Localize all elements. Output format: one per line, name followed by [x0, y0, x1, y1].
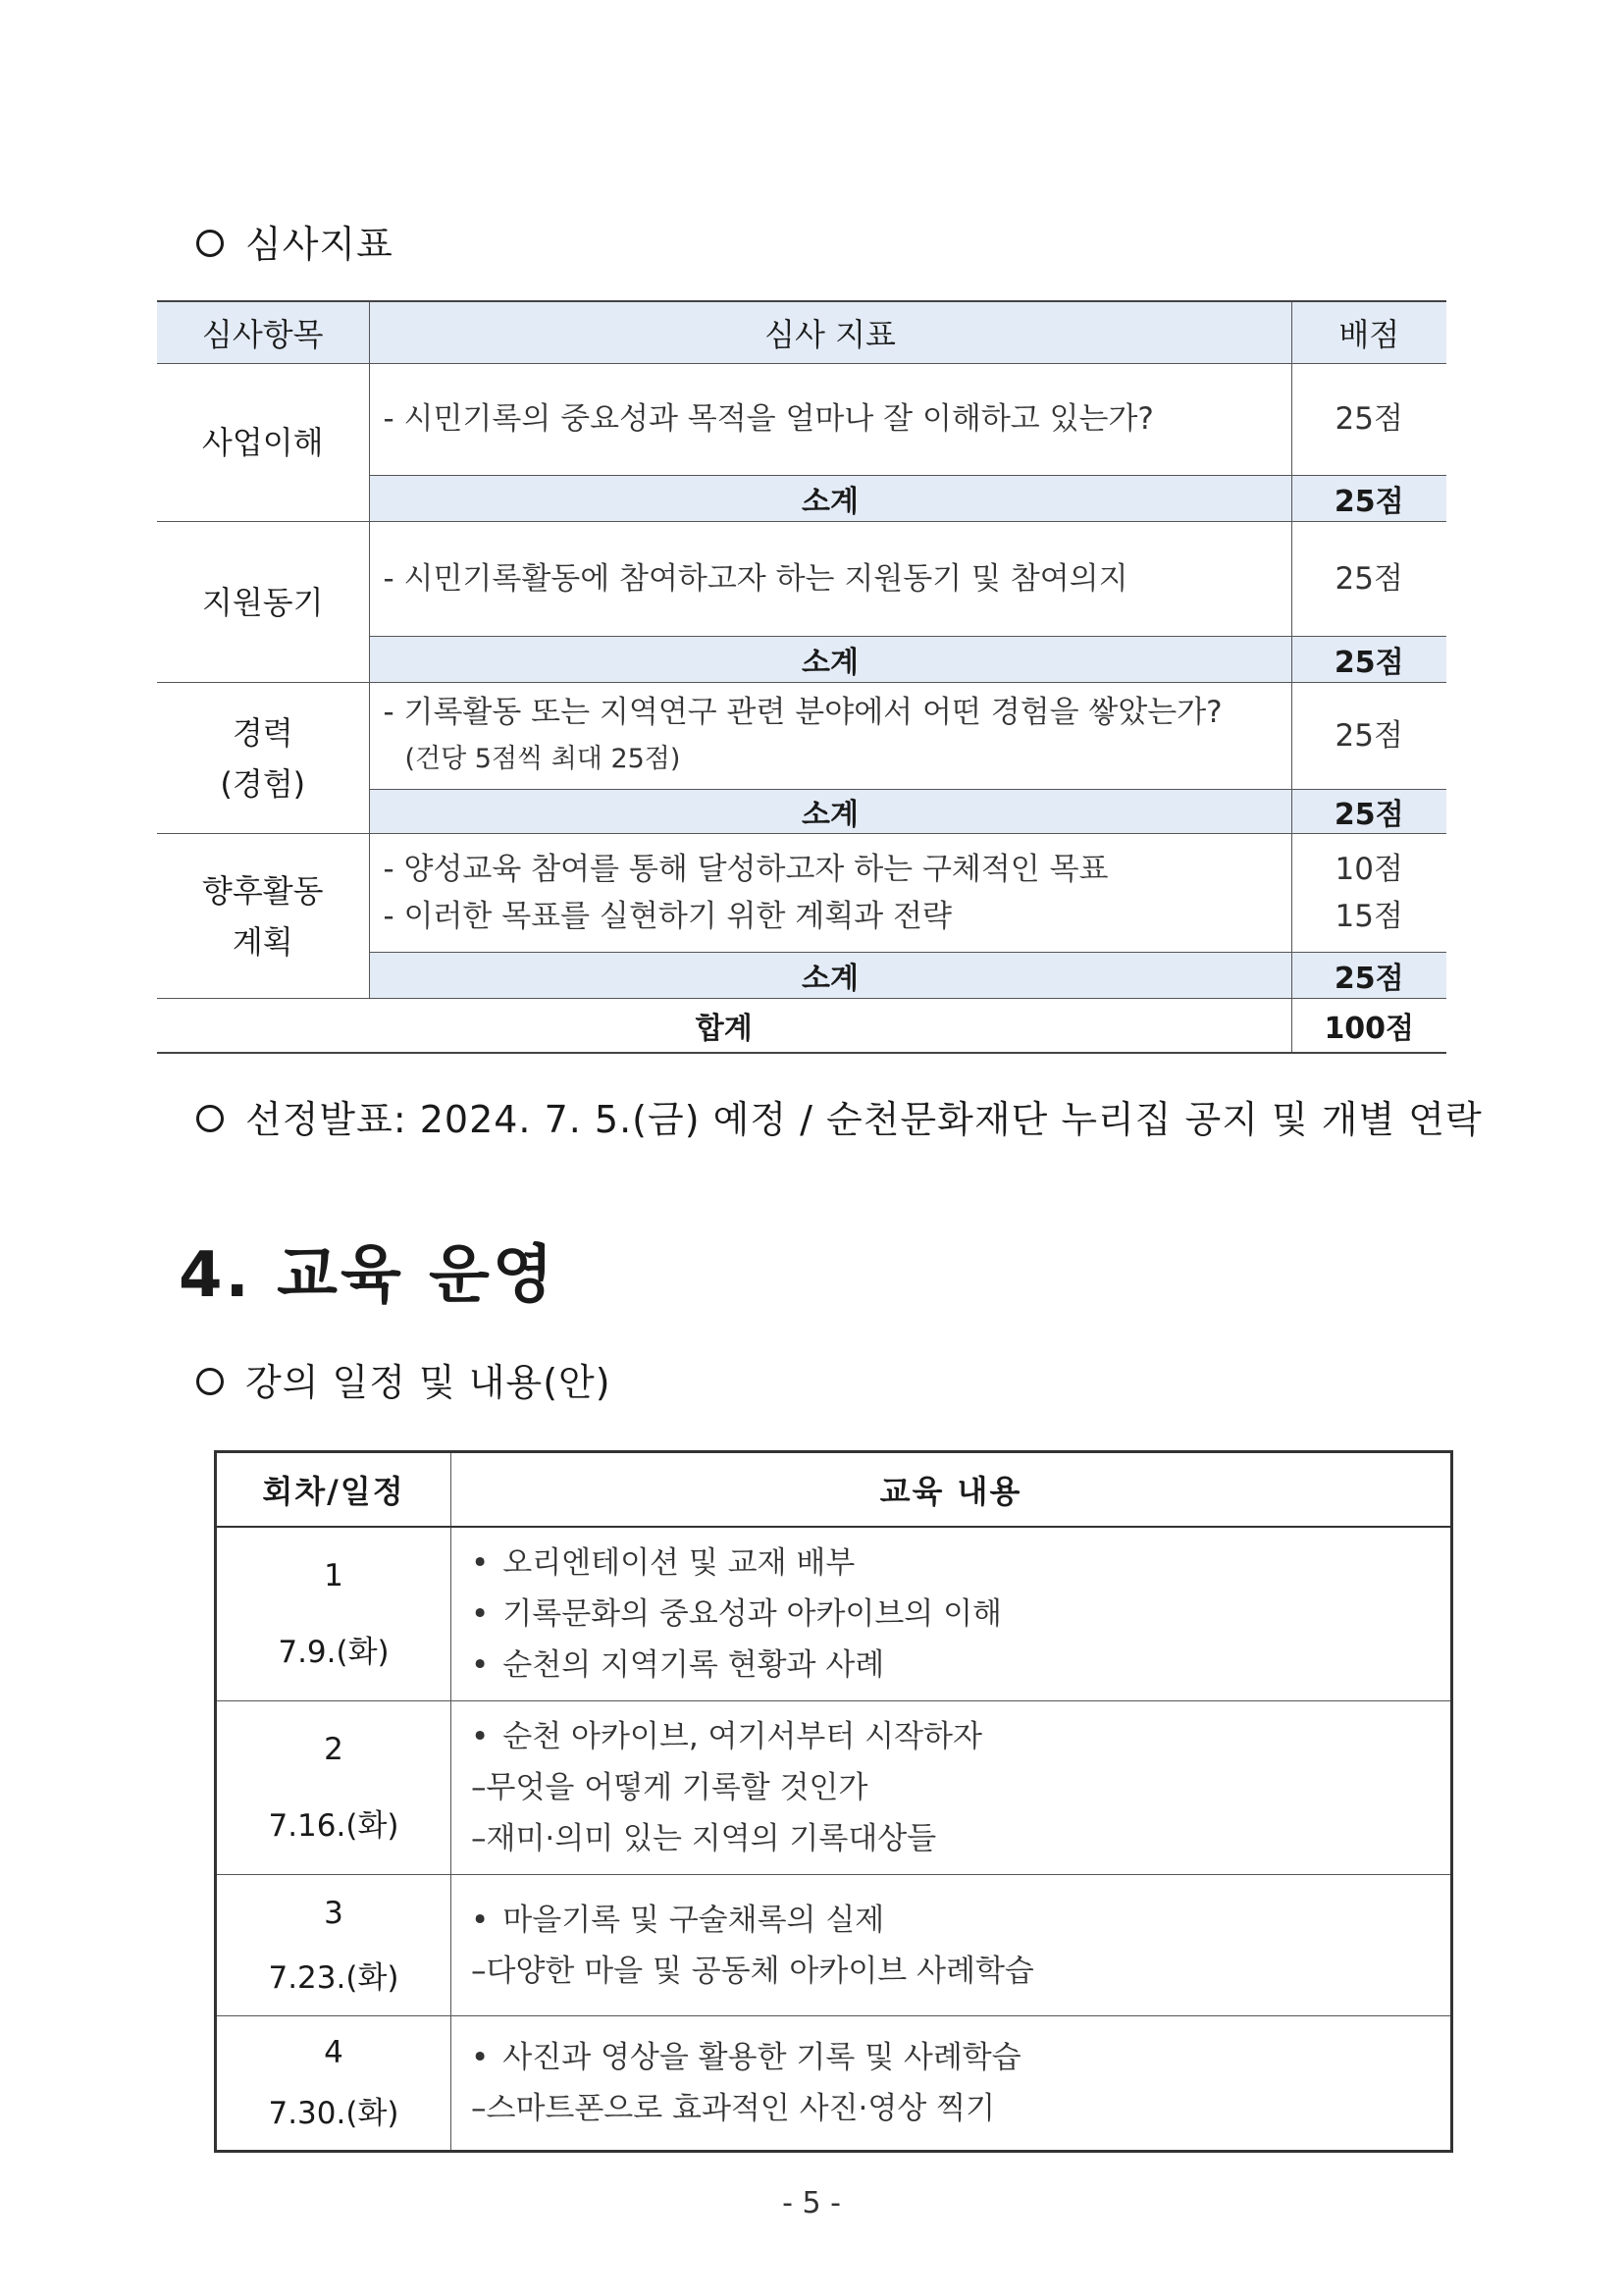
session-cell: [216, 1701, 451, 1875]
points-cell: 25점: [1291, 364, 1446, 476]
criteria-item: - 양성교육 참여를 통해 달성하고자 하는 구체적인 목표: [383, 852, 1109, 887]
category-line: 계획: [232, 922, 293, 961]
total-row: [157, 999, 1446, 1054]
table-row: [157, 522, 1446, 637]
section-heading: 4. 교육 운영: [179, 1239, 556, 1312]
content-line: –다양한 마을 및 공동체 아카이브 사례학습: [471, 1953, 1034, 1989]
section-announcement: [196, 1089, 1483, 1143]
circle-bullet-icon: [196, 1368, 224, 1395]
points-cell: [1291, 834, 1446, 953]
total-points: 100점: [1291, 999, 1446, 1054]
content-line: • 사진과 영상을 활용한 기록 및 사례학습: [471, 2032, 1431, 2083]
content-cell: [451, 1701, 1452, 1875]
section-title: 심사지표: [245, 223, 393, 266]
table-row: [157, 364, 1446, 476]
table-row: [157, 683, 1446, 790]
content-line: • 순천 아카이브, 여기서부터 시작하자: [471, 1711, 1431, 1762]
header-category: 심사항목: [157, 301, 369, 364]
subtotal-points: 25점: [1291, 637, 1446, 683]
table-header-row: [157, 301, 1446, 364]
table-header-row: [216, 1452, 1452, 1528]
circle-bullet-icon: [196, 1105, 224, 1132]
content-cell: [451, 2016, 1452, 2152]
subtotal-label: 소계: [369, 637, 1291, 683]
header-content: 교육 내용: [451, 1452, 1452, 1528]
subtotal-label: 소계: [369, 953, 1291, 999]
criteria-item: - 기록활동 또는 지역연구 관련 분야에서 어떤 경험을 쌓았는가?: [383, 695, 1223, 730]
session-number: 3: [324, 1895, 343, 1931]
subtotal-label: 소계: [369, 475, 1291, 521]
circle-bullet-icon: [196, 230, 224, 257]
criteria-cell: - 시민기록의 중요성과 목적을 얼마나 잘 이해하고 있는가?: [369, 364, 1291, 476]
content-line: –무엇을 어떻게 기록할 것인가: [471, 1770, 868, 1805]
points-value: 15점: [1335, 899, 1403, 934]
category-line: 경력: [232, 713, 293, 752]
category-line: (경험): [220, 764, 306, 803]
schedule-title: 강의 일정 및 내용(안): [245, 1361, 611, 1404]
content-cell: [451, 1875, 1452, 2016]
header-session: 회차/일정: [216, 1452, 451, 1528]
content-line: –재미·의미 있는 지역의 기록대상들: [471, 1821, 937, 1856]
session-number: 2: [324, 1732, 343, 1767]
category-cell: 사업이해: [157, 364, 369, 522]
criteria-cell: [369, 683, 1291, 790]
criteria-note: (건당 5점씩 최대 25점): [404, 744, 681, 774]
points-value: 10점: [1335, 852, 1403, 887]
schedule-table: [214, 1450, 1453, 2153]
total-label: 합계: [157, 999, 1291, 1054]
subtotal-points: 25점: [1291, 475, 1446, 521]
subtotal-label: 소계: [369, 790, 1291, 834]
session-cell: [216, 2016, 451, 2152]
session-date: 7.16.(화): [268, 1808, 399, 1844]
category-cell: [157, 683, 369, 834]
table-row: [216, 1701, 1452, 1875]
category-cell: [157, 834, 369, 999]
announcement-text: 선정발표: 2024. 7. 5.(금) 예정 / 순천문화재단 누리집 공지 및 개별 연락: [245, 1098, 1483, 1141]
points-cell: 25점: [1291, 522, 1446, 637]
content-line: • 순천의 지역기록 현황과 사례: [471, 1640, 1431, 1691]
page-number: - 5 -: [782, 2186, 841, 2220]
session-date: 7.23.(화): [268, 1959, 399, 1996]
subtotal-points: 25점: [1291, 953, 1446, 999]
content-cell: [451, 1527, 1452, 1701]
session-date: 7.30.(화): [268, 2096, 399, 2131]
subtotal-points: 25점: [1291, 790, 1446, 834]
header-criteria: 심사 지표: [369, 301, 1291, 364]
table-row: [216, 1527, 1452, 1701]
criteria-cell: - 시민기록활동에 참여하고자 하는 지원동기 및 참여의지: [369, 522, 1291, 637]
session-number: 4: [324, 2035, 343, 2070]
session-cell: [216, 1875, 451, 2016]
criteria-cell: [369, 834, 1291, 953]
header-points: 배점: [1291, 301, 1446, 364]
session-number: 1: [324, 1558, 343, 1593]
points-cell: 25점: [1291, 683, 1446, 790]
category-line: 향후활동: [201, 871, 324, 910]
content-line: • 오리엔테이션 및 교재 배부: [471, 1538, 1431, 1589]
content-line: • 기록문화의 중요성과 아카이브의 이해: [471, 1589, 1431, 1640]
content-line: • 마을기록 및 구술채록의 실제: [471, 1895, 1431, 1946]
section-schedule: [196, 1352, 611, 1406]
table-row: [157, 834, 1446, 953]
score-table: [157, 300, 1446, 1054]
criteria-item: - 이러한 목표를 실현하기 위한 계획과 전략: [383, 899, 952, 934]
table-row: [216, 1875, 1452, 2016]
session-date: 7.9.(화): [278, 1635, 390, 1670]
session-cell: [216, 1527, 451, 1701]
content-line: –스마트폰으로 효과적인 사진·영상 찍기: [471, 2091, 996, 2126]
table-row: [216, 2016, 1452, 2152]
category-cell: 지원동기: [157, 522, 369, 683]
section-review-criteria: [196, 214, 393, 268]
